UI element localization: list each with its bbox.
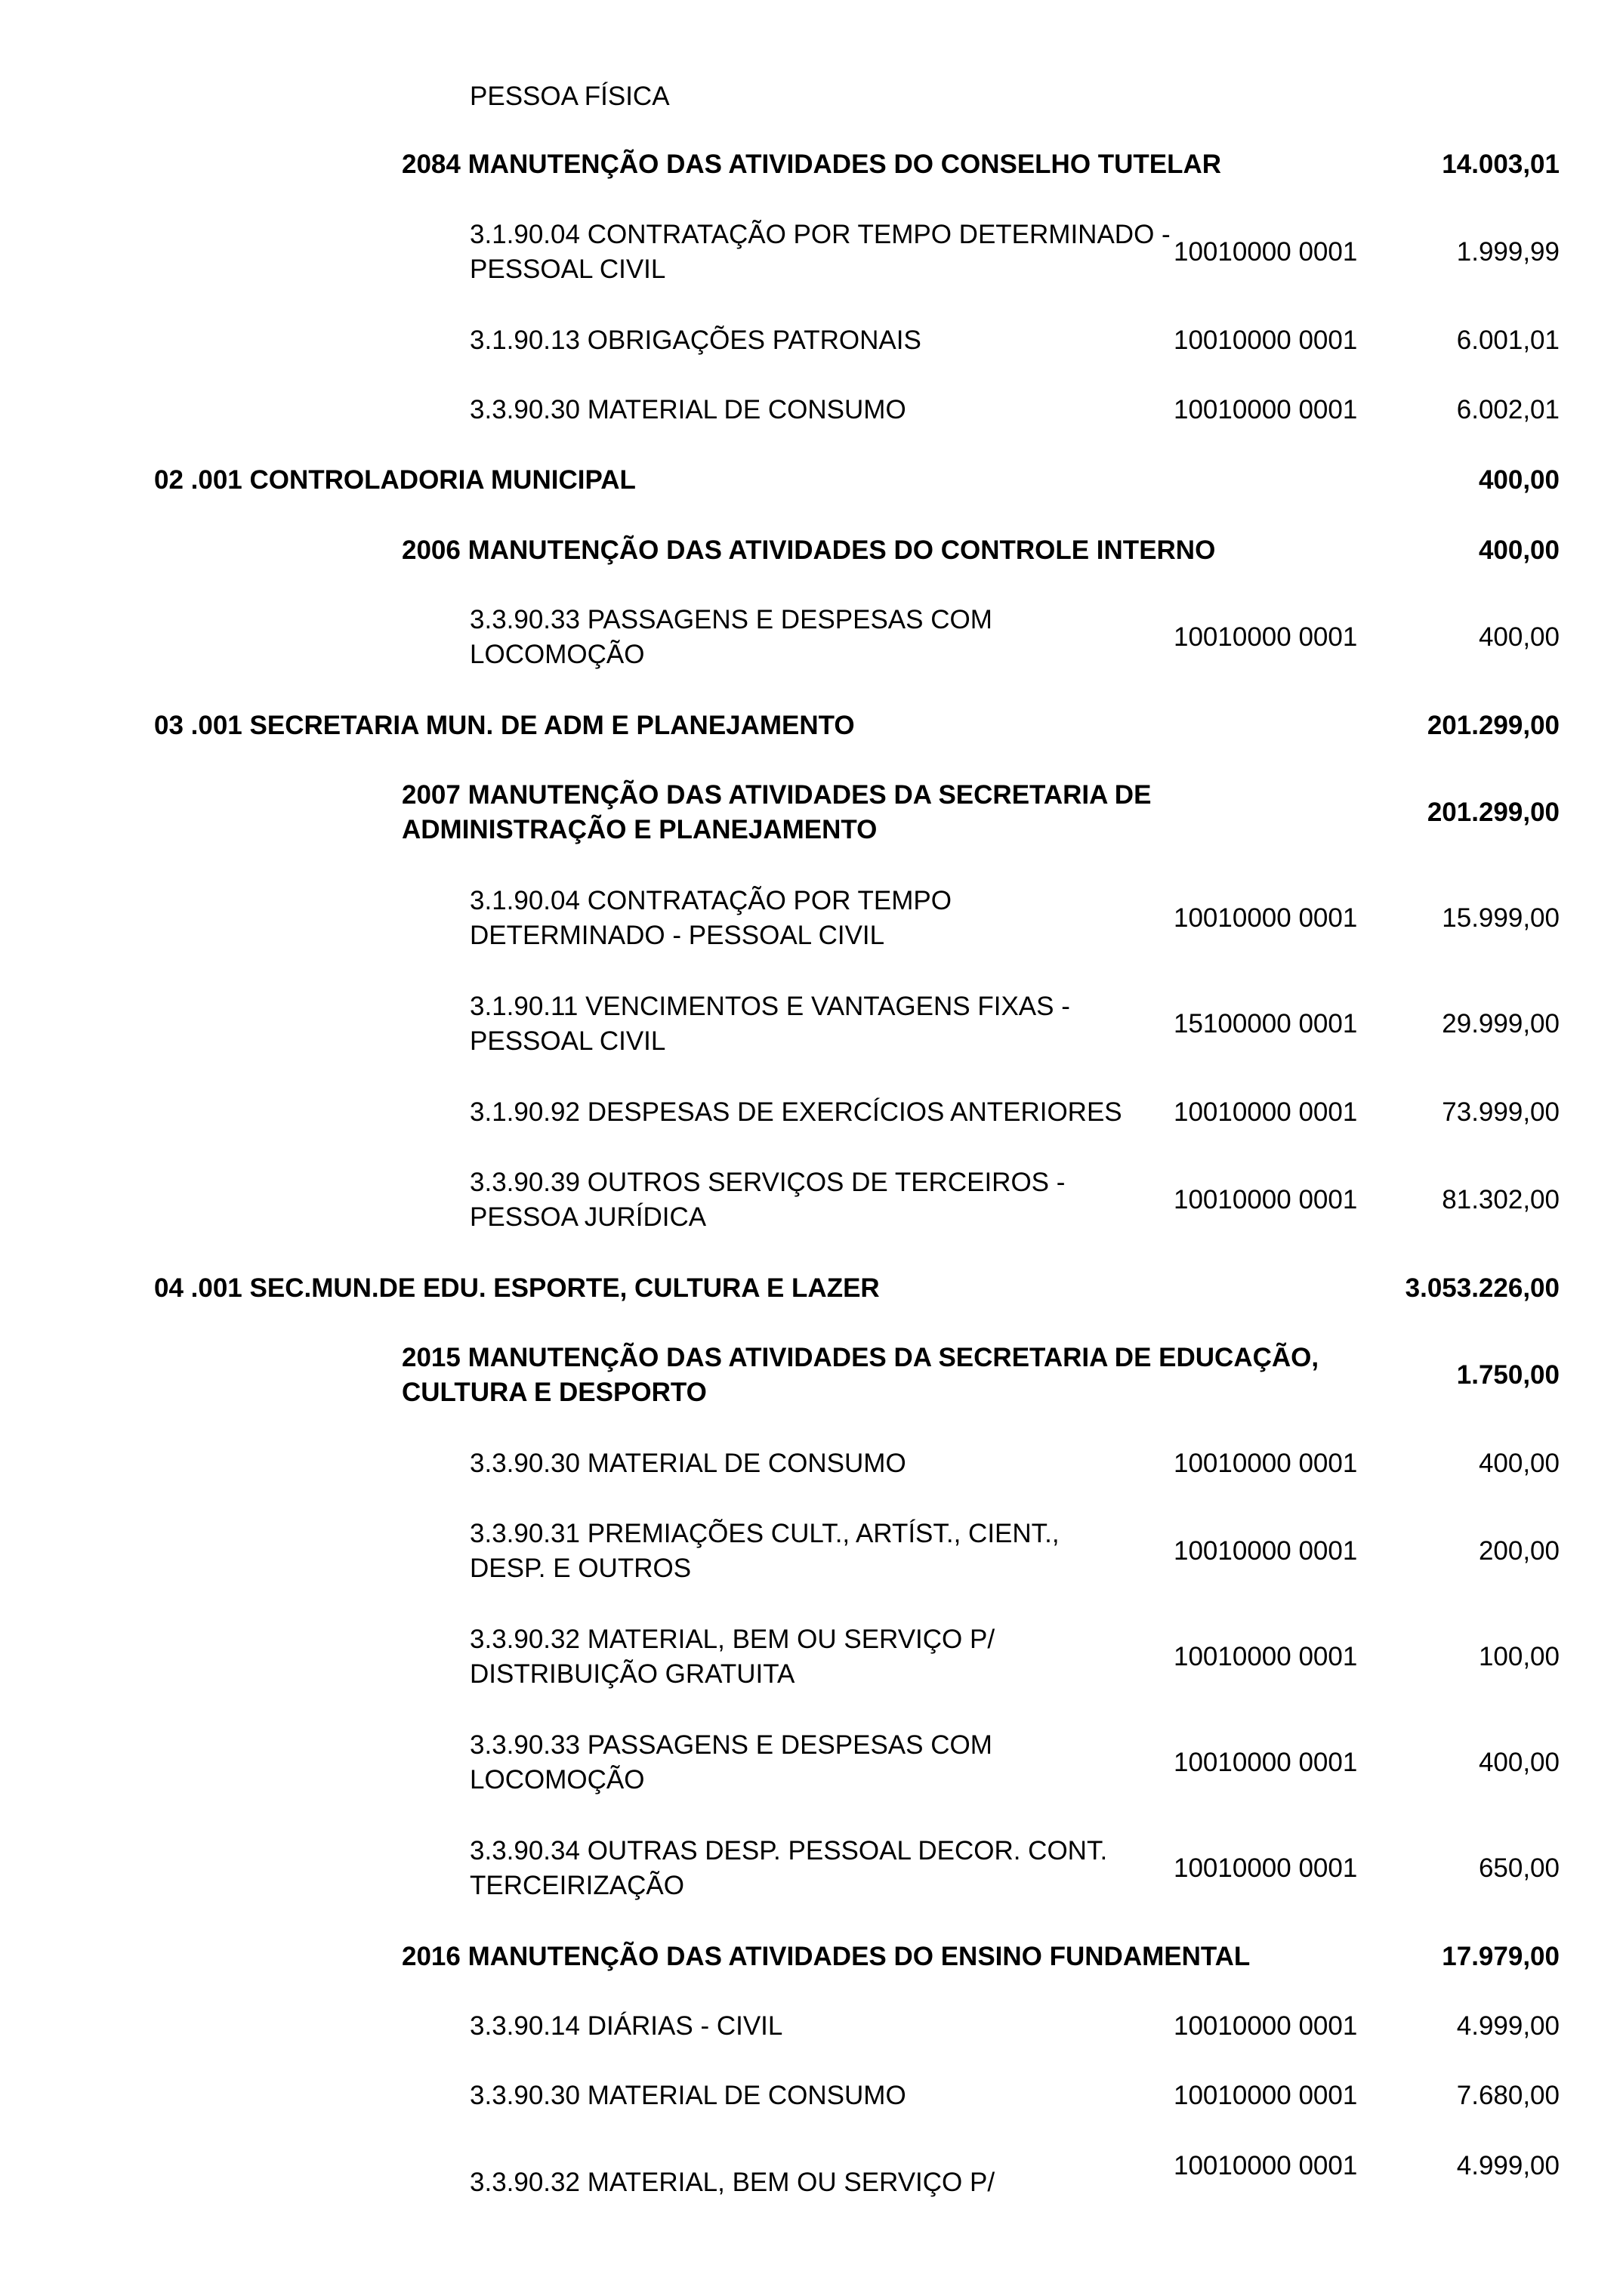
- item-source: 10010000 0001: [1174, 903, 1358, 933]
- item-source: 10010000 0001: [1174, 395, 1358, 424]
- item-amount: 29.999,00: [1442, 1009, 1560, 1038]
- item-source: 10010000 0001: [1174, 622, 1358, 652]
- item-amount: 400,00: [1478, 622, 1560, 652]
- item-source: 15100000 0001: [1174, 1009, 1358, 1038]
- item-source: 10010000 0001: [1174, 1097, 1358, 1127]
- item-amount: 6.002,01: [1456, 395, 1560, 424]
- item-description: 3.3.90.14 DIÁRIAS - CIVIL: [470, 2011, 783, 2041]
- item-description: 3.3.90.33 PASSAGENS E DESPESAS COM LOCOMOÇÃO: [470, 605, 992, 669]
- unit-amount: 3.053.226,00: [1405, 1273, 1560, 1303]
- item-source: 10010000 0001: [1174, 2151, 1358, 2180]
- item-source: 10010000 0001: [1174, 1642, 1358, 1671]
- action-amount: 201.299,00: [1427, 798, 1560, 827]
- unit-description: 03 .001 SECRETARIA MUN. DE ADM E PLANEJAMENTO: [154, 711, 855, 740]
- item-amount: 81.302,00: [1442, 1185, 1560, 1214]
- action-amount: 1.750,00: [1456, 1360, 1560, 1390]
- item-source: 10010000 0001: [1174, 1853, 1358, 1883]
- item-amount: 1.999,99: [1456, 237, 1560, 267]
- item-description: 3.3.90.30 MATERIAL DE CONSUMO: [470, 395, 906, 424]
- item-amount: 4.999,00: [1456, 2151, 1560, 2180]
- item-description: 3.3.90.34 OUTRAS DESP. PESSOAL DECOR. CONT. TERCEIRIZAÇÃO: [470, 1836, 1108, 1900]
- item-description: 3.1.90.11 VENCIMENTOS E VANTAGENS FIXAS - PESSOAL CIVIL: [470, 992, 1070, 1056]
- item-amount: 73.999,00: [1442, 1097, 1560, 1127]
- item-amount: 15.999,00: [1442, 903, 1560, 933]
- action-amount: 17.979,00: [1442, 1942, 1560, 1971]
- item-description: 3.1.90.13 OBRIGAÇÕES PATRONAIS: [470, 326, 921, 355]
- action-description: 2007 MANUTENÇÃO DAS ATIVIDADES DA SECRETARIA DE ADMINISTRAÇÃO E PLANEJAMENTO: [402, 780, 1152, 844]
- item-amount: 7.680,00: [1456, 2081, 1560, 2110]
- item-source: 10010000 0001: [1174, 237, 1358, 267]
- action-description: 2016 MANUTENÇÃO DAS ATIVIDADES DO ENSINO FUNDAMENTAL: [402, 1942, 1251, 1971]
- item-source: 10010000 0001: [1174, 1449, 1358, 1478]
- item-amount: 400,00: [1478, 1748, 1560, 1777]
- action-description: 2015 MANUTENÇÃO DAS ATIVIDADES DA SECRETARIA DE EDUCAÇÃO, CULTURA E DESPORTO: [402, 1343, 1319, 1407]
- action-amount: 400,00: [1478, 535, 1560, 565]
- item-source: 10010000 0001: [1174, 326, 1358, 355]
- action-description: 2084 MANUTENÇÃO DAS ATIVIDADES DO CONSELHO TUTELAR: [402, 150, 1222, 179]
- action-description: 2006 MANUTENÇÃO DAS ATIVIDADES DO CONTROLE INTERNO: [402, 535, 1216, 565]
- item-description: 3.3.90.32 MATERIAL, BEM OU SERVIÇO P/: [470, 2168, 995, 2197]
- item-amount: 400,00: [1478, 1449, 1560, 1478]
- item-description: 3.3.90.31 PREMIAÇÕES CULT., ARTÍST., CIENT., DESP. E OUTROS: [470, 1519, 1060, 1583]
- item-description: 3.1.90.04 CONTRATAÇÃO POR TEMPO DETERMINADO - PESSOAL CIVIL: [470, 220, 1171, 284]
- item-source: 10010000 0001: [1174, 2081, 1358, 2110]
- item-amount: 100,00: [1478, 1642, 1560, 1671]
- item-amount: 650,00: [1478, 1853, 1560, 1883]
- item-source: 10010000 0001: [1174, 1185, 1358, 1214]
- item-amount: 4.999,00: [1456, 2011, 1560, 2041]
- item-source: 10010000 0001: [1174, 1536, 1358, 1566]
- unit-description: 02 .001 CONTROLADORIA MUNICIPAL: [154, 465, 636, 495]
- item-amount: 6.001,01: [1456, 326, 1560, 355]
- item-description: 3.1.90.04 CONTRATAÇÃO POR TEMPO DETERMINADO - PESSOAL CIVIL: [470, 886, 952, 950]
- item-description: 3.1.90.92 DESPESAS DE EXERCÍCIOS ANTERIORES: [470, 1097, 1122, 1127]
- item-description: 3.3.90.32 MATERIAL, BEM OU SERVIÇO P/ DISTRIBUIÇÃO GRATUITA: [470, 1625, 995, 1689]
- item-description: PESSOA FÍSICA: [470, 82, 670, 111]
- item-description: 3.3.90.30 MATERIAL DE CONSUMO: [470, 2081, 906, 2110]
- unit-amount: 201.299,00: [1427, 711, 1560, 740]
- unit-description: 04 .001 SEC.MUN.DE EDU. ESPORTE, CULTURA E LAZER: [154, 1273, 880, 1303]
- item-amount: 200,00: [1478, 1536, 1560, 1566]
- unit-amount: 400,00: [1478, 465, 1560, 495]
- item-description: 3.3.90.39 OUTROS SERVIÇOS DE TERCEIROS - PESSOA JURÍDICA: [470, 1168, 1066, 1232]
- item-source: 10010000 0001: [1174, 2011, 1358, 2041]
- action-amount: 14.003,01: [1442, 150, 1560, 179]
- item-description: 3.3.90.30 MATERIAL DE CONSUMO: [470, 1449, 906, 1478]
- item-description: 3.3.90.33 PASSAGENS E DESPESAS COM LOCOMOÇÃO: [470, 1730, 992, 1795]
- item-source: 10010000 0001: [1174, 1748, 1358, 1777]
